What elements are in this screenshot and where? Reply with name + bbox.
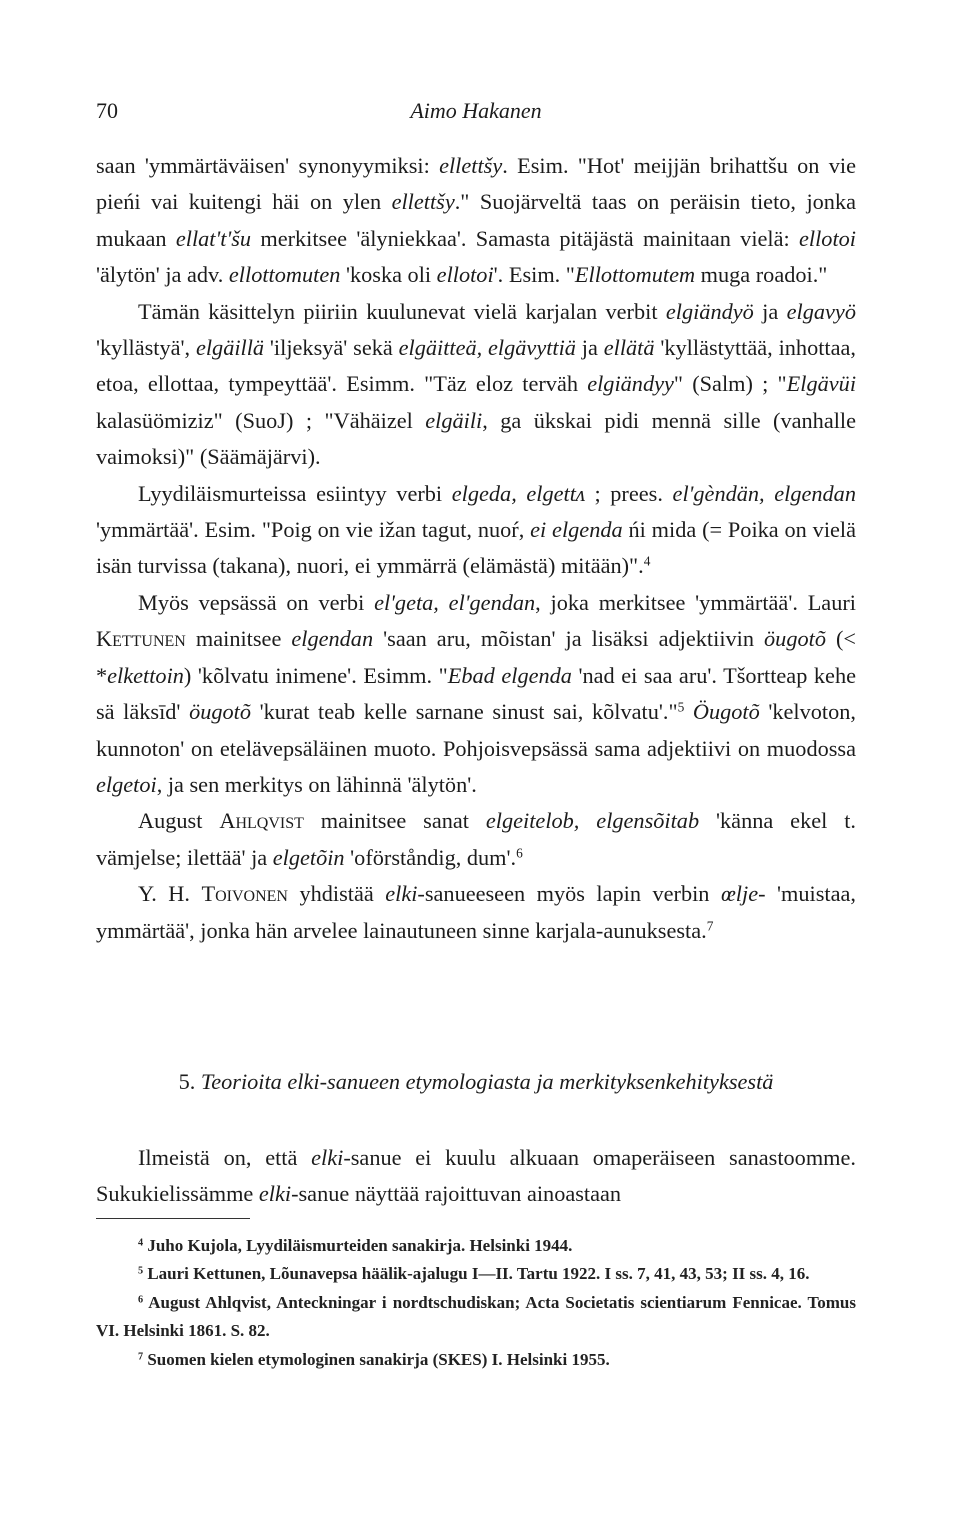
body-text xyxy=(96,148,856,949)
section-body xyxy=(96,1140,856,1213)
paragraph: Lyydiläismurteissa esiintyy verbi elgeda, elgettᴧ ; prees. el'gèndän, elgendan 'ymmärtää'. Esim. "Poig on vie ižan tagut, nuoŕ, ei elgenda ńi mida (= Poika on vielä isän turvissa (takana), nuori, ei ymmärrä (elämästä) mitään)".$^4$ xyxy=(96,480,856,579)
italic-term: elgetoi xyxy=(96,771,157,797)
paragraph: August Ahlqvist mainitsee sanat elgeitelob, elgensõitab 'känna ekel t. vämjelse; ilettää' ja elgetõin 'oförståndig, dum'.$^6$ xyxy=(96,808,856,870)
italic-term: el'gèndän, elgendan xyxy=(672,480,856,506)
italic-term: elki xyxy=(311,1145,344,1170)
italic-term: öugotõ xyxy=(764,626,826,652)
footnote xyxy=(96,1346,856,1374)
footnote-text: Lauri Kettunen, Lõunavepsa häälik-ajalugu I—II. Tartu 1922. I ss. 7, 41, 43, 53; II ss. 4, 16. xyxy=(147,1264,810,1284)
italic-term: Ebad elgenda xyxy=(447,662,572,688)
footnote xyxy=(96,1289,856,1346)
paragraph: Ilmeistä on, että elki-sanue ei kuulu alkuaan omaperäiseen sanastoomme. Sukukielissämme elki-sanue näyttää rajoittuvan ainoastaan xyxy=(96,1145,856,1207)
italic-term: elgäillä xyxy=(195,335,265,361)
footnote-mark: 7 xyxy=(138,1351,144,1363)
italic-term: elgeda, elgettᴧ xyxy=(451,480,585,506)
italic-term: ellat't'šu xyxy=(175,225,252,251)
running-head: Aimo Hakanen xyxy=(410,98,542,123)
italic-term: Ellottomutem xyxy=(574,262,696,288)
footnote-text: Suomen kielen etymologinen sanakirja (SKES) I. Helsinki 1955. xyxy=(147,1349,610,1369)
footnote-ref: 6 xyxy=(516,845,523,861)
author-name: Ahlqvist xyxy=(219,808,304,834)
page-number: 70 xyxy=(96,98,118,123)
italic-term: elgiändyö xyxy=(665,298,754,324)
italic-term: Öugotõ xyxy=(692,699,760,725)
footnote-mark: 4 xyxy=(138,1237,144,1249)
italic-term: ellotoi xyxy=(799,225,856,251)
italic-term: ellettšy xyxy=(439,153,503,178)
italic-term: ei elgenda xyxy=(530,517,623,543)
paragraph: Tämän käsittelyn piiriin kuulunevat vielä karjalan verbit elgiändyö ja elgavyö 'kyllästyä', elgäillä 'iljeksyä' sekä elgäitteä, elgävyttiä ja ellätä 'kyllästyttää, inhottaa, etoa, ellottaa, tympeyttää'. Esimm. "Täz eloz terväh elgiändyy" (Salm) ; "Elgävüi kalasüömiziz" (SuoJ) ; "Vähäizel elgäili, ga ükskai pidi mennä sille (vanhalle vaimoksi)" (Säämäjärvi). xyxy=(96,298,857,470)
section-heading xyxy=(96,1064,856,1100)
italic-term: elkettoin xyxy=(107,662,184,688)
footnote-ref: 4 xyxy=(643,554,651,570)
author-name: Toivonen xyxy=(201,881,288,907)
footnote xyxy=(96,1260,856,1288)
page-header xyxy=(96,98,856,134)
footnote-rule xyxy=(96,1218,250,1219)
italic-term: ellotoi xyxy=(436,262,494,288)
italic-term: elgeitelob, elgensõitab xyxy=(485,808,700,834)
author-name: Kettunen xyxy=(96,626,186,652)
italic-term: ellottomuten xyxy=(228,262,341,288)
italic-term: elgavyö xyxy=(786,298,856,324)
section-title: Teorioita elki-sanueen etymologiasta ja merkityksenkehityksestä xyxy=(200,1069,774,1094)
italic-term: elgetõin xyxy=(272,844,345,870)
footnote-text: Juho Kujola, Lyydiläismurteiden sanakirja. Helsinki 1944. xyxy=(147,1236,573,1255)
italic-term: œlje xyxy=(720,881,759,907)
italic-term: ellettšy xyxy=(391,189,455,215)
italic-term: öugotõ xyxy=(189,699,251,725)
footnotes xyxy=(96,1232,856,1374)
footnote-text: August Ahlqvist, Anteckningar i nordtschudiskan; Acta Societatis scientiarum Fennicae. Tomus VI. Helsinki 1861. S. 82. xyxy=(96,1292,857,1341)
footnote-mark: 5 xyxy=(138,1265,144,1277)
italic-term: elgäili xyxy=(425,407,483,433)
italic-term: elki xyxy=(258,1181,292,1207)
section-number: 5. xyxy=(178,1069,196,1094)
italic-term: el'geta, el'gendan xyxy=(374,589,536,615)
italic-term: elgiändyy xyxy=(587,371,674,397)
paragraph: Myös vepsässä on verbi el'geta, el'gendan, joka merkitsee 'ymmärtää'. Lauri Kettunen mainitsee elgendan 'saan aru, mõistan' ja lisäksi adjektiivin öugotõ (< *elkettoin) 'kõlvatu inimene'. Esimm. "Ebad elgenda 'nad ei saa aru'. Tšortteap kehe sä läksīd' öugotõ 'kurat teab kelle sarnane sinust sai, kõlvatu'."$^5$ Öugotõ 'kelvoton, kunnoton' on etelävepsäläinen muoto. Pohjoisvepsässä sama adjektiivi on muodossa elgetoi, ja sen merkitys on lähinnä 'älytön'. xyxy=(96,589,856,797)
italic-term: elki xyxy=(385,881,418,907)
footnote-mark: 6 xyxy=(138,1294,144,1306)
italic-term: ellätä xyxy=(603,335,655,361)
footnote-ref: 5 xyxy=(677,699,685,715)
paragraph: saan 'ymmärtäväisen' synonyymiksi: ellettšy. Esim. "Hot' meijjän brihattšu on vie pieńi vai kuitengi häi on ylen ellettšy." Suojärveltä taas on peräisin tieto, jonka mukaan ellat't'šu merkitsee 'älyniekkaa'. Samasta pitäjästä mainitaan vielä: ellotoi 'älytön' ja adv. ellottomuten 'koska oli ellotoi'. Esim. "Ellottomutem muga roadoi." xyxy=(96,153,856,288)
footnote xyxy=(96,1232,856,1260)
paragraph: Y. H. Toivonen yhdistää elki-sanueeseen myös lapin verbin œlje- 'muistaa, ymmärtää', jonka hän arvelee lainautuneen sinne karjala-aunuksesta.$^7$ xyxy=(96,881,856,943)
italic-term: elgendan xyxy=(291,626,374,652)
italic-term: elgäitteä, elgävyttiä xyxy=(398,335,576,361)
italic-term: Elgävüi xyxy=(786,371,857,397)
footnote-ref: 7 xyxy=(706,918,714,934)
